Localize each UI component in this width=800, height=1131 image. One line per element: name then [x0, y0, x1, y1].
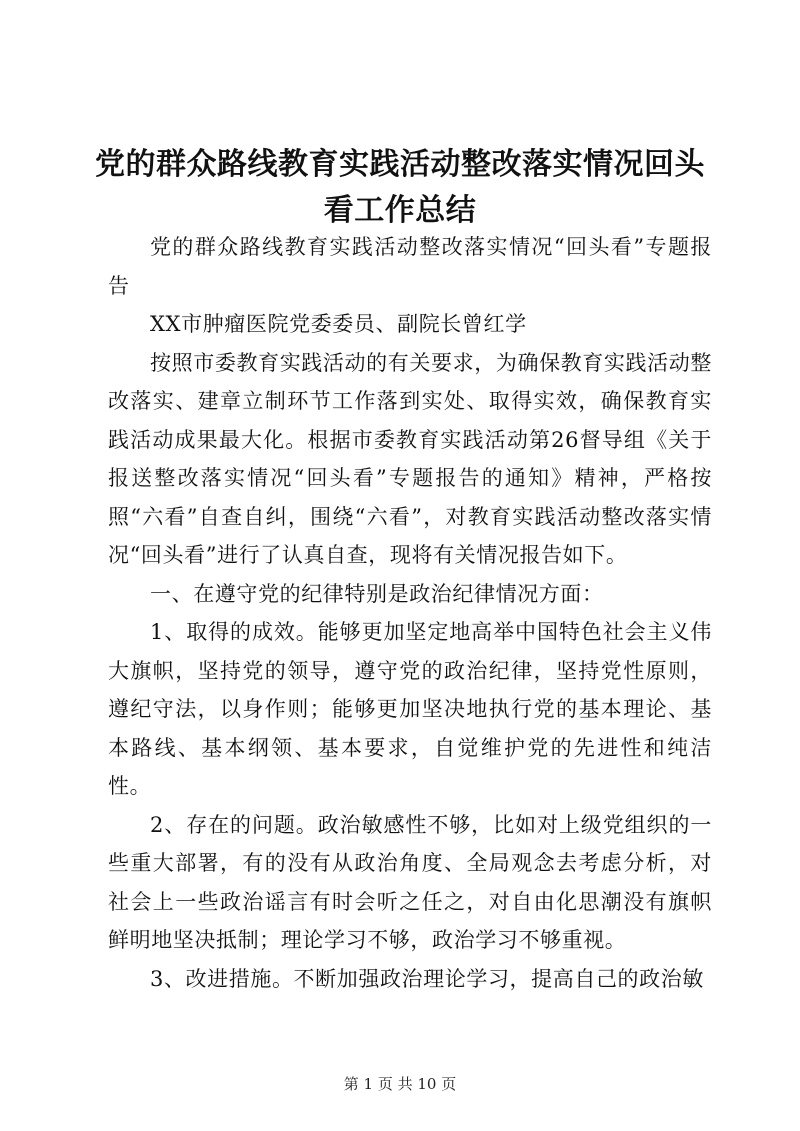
intro-paragraph: 按照市委教育实践活动的有关要求，为确保教育实践活动整改落实、建章立制环节工作落到实处、取得实效，确保教育实践活动成果最大化。根据市委教育实践活动第26督导组《关于报送整改落实情况“回头看”专题报告的通知》精神，严格按照“六看”自查自纠，围绕“六看”，对教育实践活动整改落实情况“回头看”进行了认真自查，现将有关情况报告如下。 [108, 350, 712, 567]
report-subtitle: 党的群众路线教育实践活动整改落实情况“回头看”专题报告 [108, 235, 712, 298]
page-number: 第 1 页 共 10 页 [343, 1075, 457, 1093]
document-body [108, 228, 712, 998]
section-heading: 一、在遵守党的纪律特别是政治纪律情况方面： [150, 581, 604, 606]
achievements-paragraph: 1、取得的成效。能够更加坚定地高举中国特色社会主义伟大旗帜，坚持党的领导，遵守党的政治纪律，坚持党性原则，遵纪守法，以身作则；能够更加坚决地执行党的基本理论、基本路线、基本纲领、基本要求，自觉维护党的先进性和纯洁性。 [108, 620, 712, 798]
measures-paragraph: 3、改进措施。不断加强政治理论学习，提高自己的政治敏 [150, 966, 704, 991]
document-title: 党的群众路线教育实践活动整改落实情况回头看工作总结 [95, 147, 705, 228]
problems-paragraph: 2、存在的问题。政治敏感性不够，比如对上级党组织的一些重大部署，有的没有从政治角度、全局观念去考虑分析，对社会上一些政治谣言有时会听之任之，对自由化思潮没有旗帜鲜明地坚决抵制；理论学习不够，政治学习不够重视。 [108, 812, 712, 952]
author-line: XX市肿瘤医院党委委员、副院长曾红学 [150, 312, 527, 336]
